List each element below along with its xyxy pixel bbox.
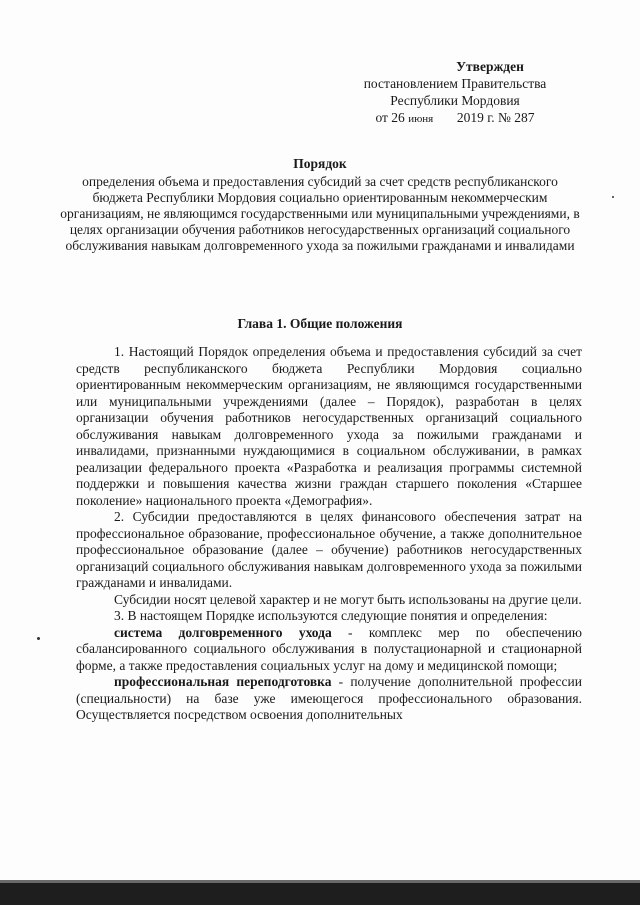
document-subtitle: определения объема и предоставления субсидий за счет средств республиканского бюджета Республики Мордовия социально ориентированным некоммерческим организациям, не являющимся государственными или муниципальными учреждениями, в целях организации обучения работников негосударственных организаций социального обслуживания навыкам долговременного ухода за пожилыми гражданами и инвалидами (60, 174, 580, 253)
approval-block (330, 58, 580, 128)
approval-number: № 287 (498, 110, 535, 125)
document-body (76, 344, 582, 724)
approval-date-year: 2019 г. (456, 110, 495, 125)
approval-date-line (330, 109, 580, 128)
term-long-term-care: система долговременного ухода (114, 624, 332, 640)
paragraph-2: 2. Субсидии предоставляются в целях финансового обеспечения затрат на профессиональное образование, профессиональное обучение, а также дополнительное профессиональное образование (далее – обучение) работников негосударственных организаций социального обслуживания навыкам долговременного ухода за пожилыми гражданами и инвалидами. (76, 509, 582, 590)
document-title-block (60, 156, 580, 254)
scan-speck (612, 196, 614, 198)
approval-date-month: июня (408, 113, 434, 125)
paragraph-1: 1. Настоящий Порядок определения объема и предоставления субсидий за счет средств республиканского бюджета Республики Мордовия социально ориентированным некоммерческим организациям, не являющимся государственными или муниципальными учреждениями (далее – Порядок), разработан в целях организации обучения работников негосударственных организаций социального обслуживания навыкам долговременного ухода за пожилыми гражданами и инвалидами, признанными нуждающимися в социальном обслуживании, в рамках реализации федерального проекта «Разработка и реализация программы системной поддержки и повышения качества жизни граждан старшего поколения «Старшее поколение» национального проекта «Демография». (76, 344, 582, 508)
chapter-heading: Глава 1. Общие положения (237, 316, 403, 331)
paragraph-6 (76, 674, 582, 724)
scan-speck (37, 637, 40, 640)
definition-professional-retraining: - получение дополнительной профессии (специальности) на базе уже имеющегося профессионального образования. Осуществляется посредством освоения дополнительных (76, 674, 582, 722)
term-professional-retraining: профессиональная переподготовка (114, 674, 332, 689)
approval-line-2: Республики Мордовия (390, 93, 520, 108)
definition-long-term-care: - комплекс мер по обеспечению сбалансированного социального обслуживания в полустационарной и стационарной форме, а также предоставления социальных услуг на дому и медицинской помощи; (76, 624, 582, 673)
approved-label: Утвержден (456, 59, 524, 74)
paragraph-4: 3. В настоящем Порядке используются следующие понятия и определения: (114, 608, 548, 623)
paragraph-3: Субсидии носят целевой характер и не могут быть использованы на другие цели. (114, 591, 582, 607)
paragraph-5 (76, 625, 582, 675)
document-title: Порядок (293, 156, 347, 171)
scan-bottom-edge (0, 883, 640, 905)
approval-line-1: постановлением Правительства (363, 76, 547, 91)
approval-date-day: от 26 (375, 110, 405, 125)
